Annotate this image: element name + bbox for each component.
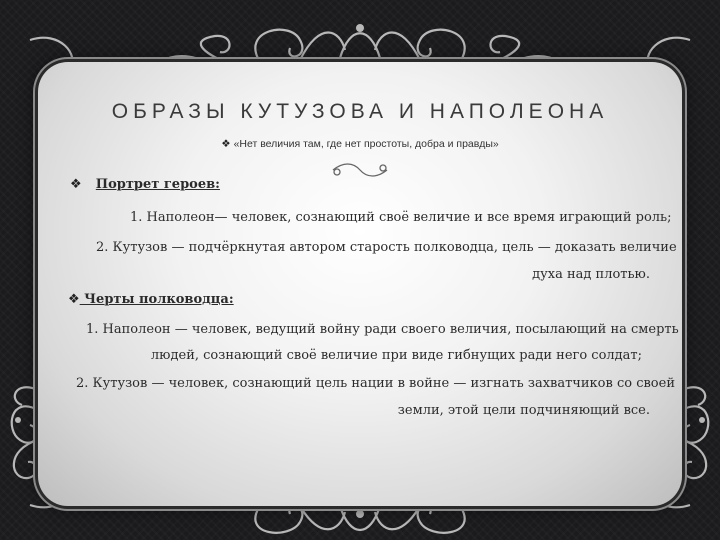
diamond-bullet-icon: ❖ <box>68 292 80 307</box>
content-panel <box>38 62 682 506</box>
diamond-bullet-icon: ❖ <box>221 138 231 150</box>
list-item: 1. Наполеон — человек, ведущий войну ради своего величия, посылающий на смерть <box>86 322 679 337</box>
list-item: 2. Кутузов — человек, сознающий цель нации в войне — изгнать захватчиков со своей <box>76 376 675 391</box>
list-item-continuation: людей, сознающий своё величие при виде гибнущих ради него солдат; <box>150 348 642 363</box>
list-item: 2. Кутузов — подчёркнутая автором старость полководца, цель — доказать величие <box>96 240 677 255</box>
divider-flourish-icon <box>325 160 395 180</box>
subtitle-quote: «Нет величия там, где нет простоты, добра и правды» <box>233 138 499 150</box>
section-portrait-heading <box>70 177 220 192</box>
section-heading-label: Черты полководца: <box>79 292 234 307</box>
slide-subtitle <box>0 138 720 150</box>
diamond-bullet-icon: ❖ <box>70 177 82 192</box>
list-item: 1. Наполеон— человек, сознающий своё величие и все время играющий роль; <box>130 210 672 225</box>
list-item-continuation: земли, этой цели подчиняющий все. <box>397 403 650 418</box>
list-item-continuation: духа над плотью. <box>532 267 650 282</box>
section-heading-label: Портрет героев: <box>95 177 220 192</box>
slide-title: ОБРАЗЫ КУТУЗОВА И НАПОЛЕОНА <box>111 100 609 123</box>
section-traits-heading <box>68 292 234 307</box>
